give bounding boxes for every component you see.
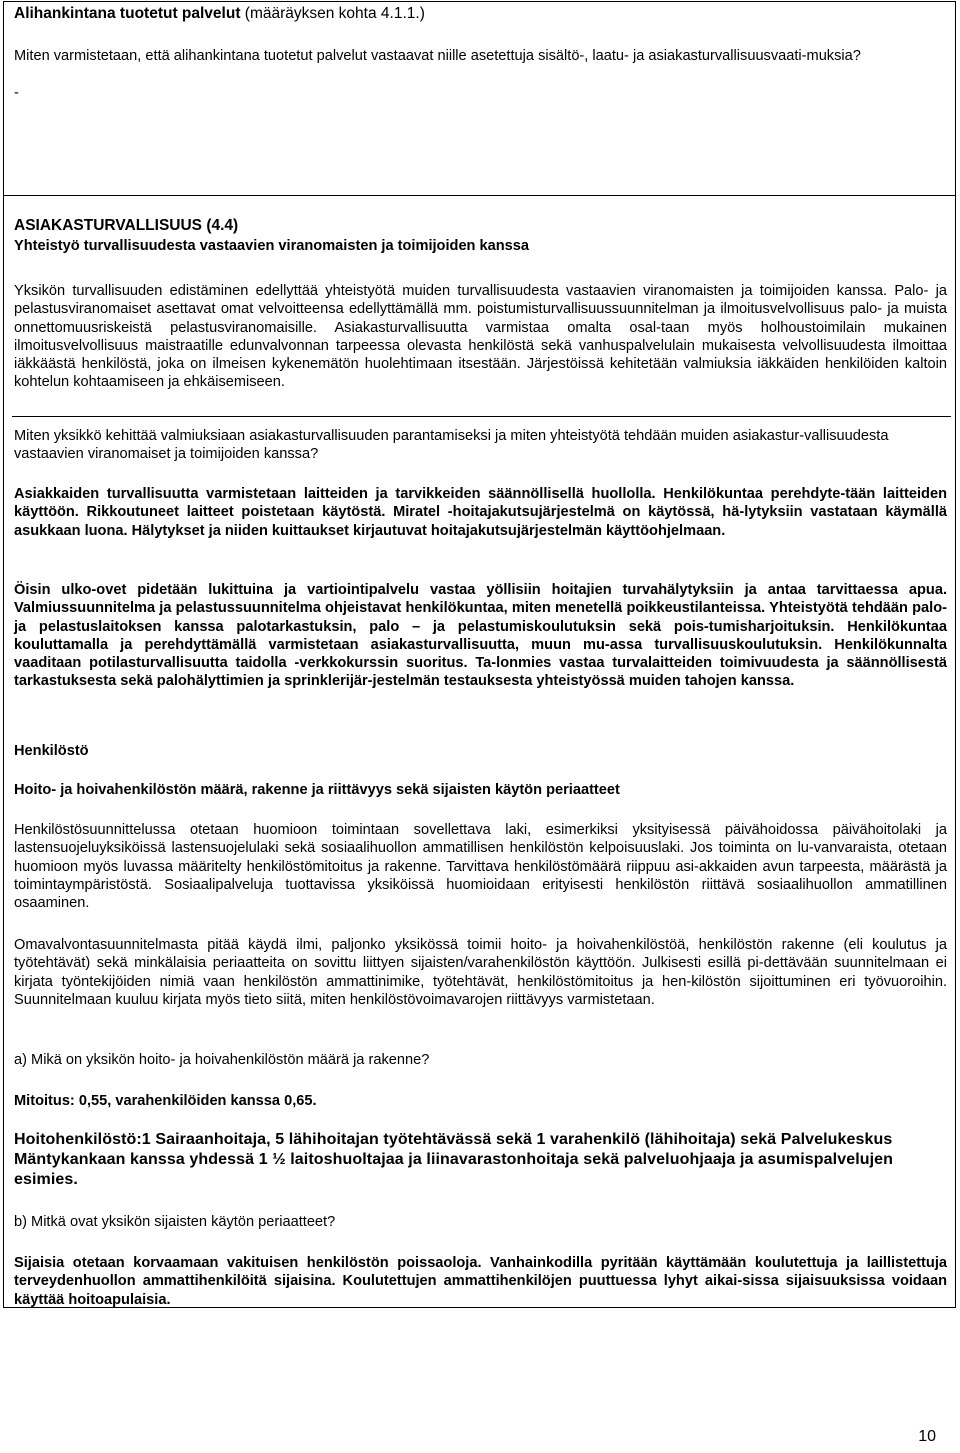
staff-answer-b: Sijaisia otetaan korvaamaan vakituisen henkilöstön poissaoloja. Vanhainkodilla pyritään käyttämään koulutettuja ja laillistettuja terveydenhuollon ammattihenkilöitä sijaisina. Koulutettujen ammattihenkilöjen puuttuessa lyhyt aikai-sissa sijaisuuksissa voidaan käyttää hoitoapulaisia. <box>14 1255 947 1308</box>
section-title: ASIAKASTURVALLISUUS (4.4) <box>14 217 239 234</box>
staff-answer-a-1: Mitoitus: 0,55, varahenkilöiden kanssa 0,65. <box>14 1093 317 1109</box>
page-number: 10 <box>918 1428 936 1445</box>
safety-answer-1: Asiakkaiden turvallisuutta varmistetaan laitteiden ja tarvikkeiden säännöllisellä huollolla. Henkilökuntaa perehdyte-tään laitteiden käyttöön. Rikkoutuneet laitteet poistetaan käytöstä. Miratel -hoitajakutsujärjestelmä on käytössä, hä-lytyksiin vastataan käymällä asukkaan luona. Hälytykset ja niiden kuittaukset kirjautuvat hoitajakutsujärjestelmän käyttöohjelmaan. <box>14 486 947 539</box>
staff-question-a: a) Mikä on yksikön hoito- ja hoivahenkilöstön määrä ja rakenne? <box>14 1052 430 1068</box>
section-subtitle: Yhteistyö turvallisuudesta vastaavien viranomaisten ja toimijoiden kanssa <box>14 238 530 254</box>
section-intro: Yksikön turvallisuuden edistäminen edellyttää yhteistyötä muiden turvallisuudesta vastaavien viranomaisten ja toimijoiden kanssa. Palo- ja pelastusviranomaiset asettavat omat velvoitteensa edellyttämällä mm. poistumisturvallisuussuunnitelman ja ilmoitusvelvollisuus palo- ja muista onnettomuusriskeistä pelastusviranomaisille. Asiakasturvallisuutta varmistaa omalta osal-taan myös holhoustoimilain mukainen ilmoitusvelvollisuus maistraatille edunvalvonnan tarpeessa olevasta henkilöstä sekä vanhuspalvelulain mukaisesta velvollisuudesta ilmoittaa iäkkäästä henkilöstä, joka on ilmeisen kykenemätön huolehtimaan itsestään. Järjestöissä kehitetään valmiuksia iäkkäiden henkilöiden kaltoin kohtelun kohtaamiseen ja ehkäisemiseen. <box>14 283 947 391</box>
staff-title: Henkilöstö <box>14 743 89 759</box>
subcontract-heading-bold: Alihankintana tuotetut palvelut <box>14 5 241 22</box>
subcontract-heading-rest: (määräyksen kohta 4.1.1.) <box>240 5 425 22</box>
staff-subtitle: Hoito- ja hoivahenkilöstön määrä, rakenne ja riittävyys sekä sijaisten käytön periaatteet <box>14 782 620 798</box>
safety-answer-2: Öisin ulko-ovet pidetään lukittuina ja vartiointipalvelu vastaa yöllisiin hoitajien turvahälytyksiin ja antaa tarvittaessa apua. Valmiussuunnitelma ja pelastussuunnitelma ohjeistavat henkilökuntaa, miten menetellä poikkeustilanteissa. Yhteistyötä tehdään palo- ja pelastuslaitoksen kanssa palotarkastuksin, palo – ja pelastumiskoulutuksin sekä pois-tumisharjoituksin. Henkilökuntaa kouluttamalla ja perehdyttämällä varmistetaan asiakasturvallisuutta, muun mu-assa turvallisuuskoulutuksin. Henkilökunnalta vaaditaan potilasturvallisuutta taidolla -verkkokurssin suoritus. Ta-lonmies vastaa turvalaitteiden toimivuudesta ja säännöllisestä tarkastuksesta sekä palohälyttimien ja sprinklerijär-jestelmän testauksesta yhteistyössä muiden tahojen kanssa. <box>14 582 947 690</box>
subcontracted-services-box <box>3 1 956 196</box>
safety-question: Miten yksikkö kehittää valmiuksiaan asiakasturvallisuuden parantamiseksi ja miten yhteistyötä tehdään muiden asiakastur-vallisuudesta vastaavien viranomaiset ja toimijoiden kanssa? <box>14 428 889 463</box>
staff-answer-a-2: Hoitohenkilöstö:1 Sairaanhoitaja, 5 lähihoitajan työtehtävässä sekä 1 varahenkilö (lähihoitaja) sekä Palvelukeskus Mäntykankaan kanssa yhdessä 1 ½ laitoshuoltajaa ja liinavarastonhoitaja sekä palveluohjaaja ja asumispalvelujen esimies. <box>14 1131 894 1188</box>
staff-question-b: b) Mitkä ovat yksikön sijaisten käytön periaatteet? <box>14 1214 336 1230</box>
client-safety-box <box>3 195 956 1308</box>
staff-para-2: Omavalvontasuunnitelmasta pitää käydä ilmi, paljonko yksikössä toimii hoito- ja hoivahenkilöstöä, henkilöstön rakenne (eli koulutus ja työtehtävät) sekä minkälaisia periaatteita on sovittu liittyen sijaisten/varahenkilöstön käyttöön. Julkisesti esillä pi-dettävään suunnitelmaan ei kirjata työntekijöiden nimiä vaan henkilöstön ammattinimike, työtehtävät, henkilöstömitoitus ja hen-kilöstön sijoittuminen eri työvuoroihin. Suunnitelmaan kuuluu kirjata myös tieto siitä, miten henkilöstövoimavarojen riittävyys varmistetaan. <box>14 937 947 1008</box>
section-divider <box>12 416 951 417</box>
subcontract-question: Miten varmistetaan, että alihankintana tuotetut palvelut vastaavat niille asetettuja sisältö-, laatu- ja asiakasturvallisuusvaati-muksia? <box>14 48 861 64</box>
subcontract-answer: - <box>14 85 19 101</box>
subcontract-heading <box>14 5 947 23</box>
staff-para-1: Henkilöstösuunnittelussa otetaan huomioon toimintaan sovellettava laki, esimerkiksi yksityisessä päivähoidossa päivähoitolaki ja lastensuojeluyksiköissä lastensuojelulaki sekä sosiaalihuollon ammatillisen henkilöstön kelpoisuuslaki. Jos toiminta on lu-vanvaraista, otetaan huomioon myös luvassa määritelty henkilöstömitoitus ja rakenne. Tarvittava henkilöstömäärä riippuu asi-akkaiden avun tarpeesta, määrästä ja toimintaympäristöstä. Sosiaalipalveluja tuottavissa yksiköissä huomioidaan erityisesti henkilöstön riittävä sosiaalihuollon ammatillinen osaaminen. <box>14 822 947 912</box>
